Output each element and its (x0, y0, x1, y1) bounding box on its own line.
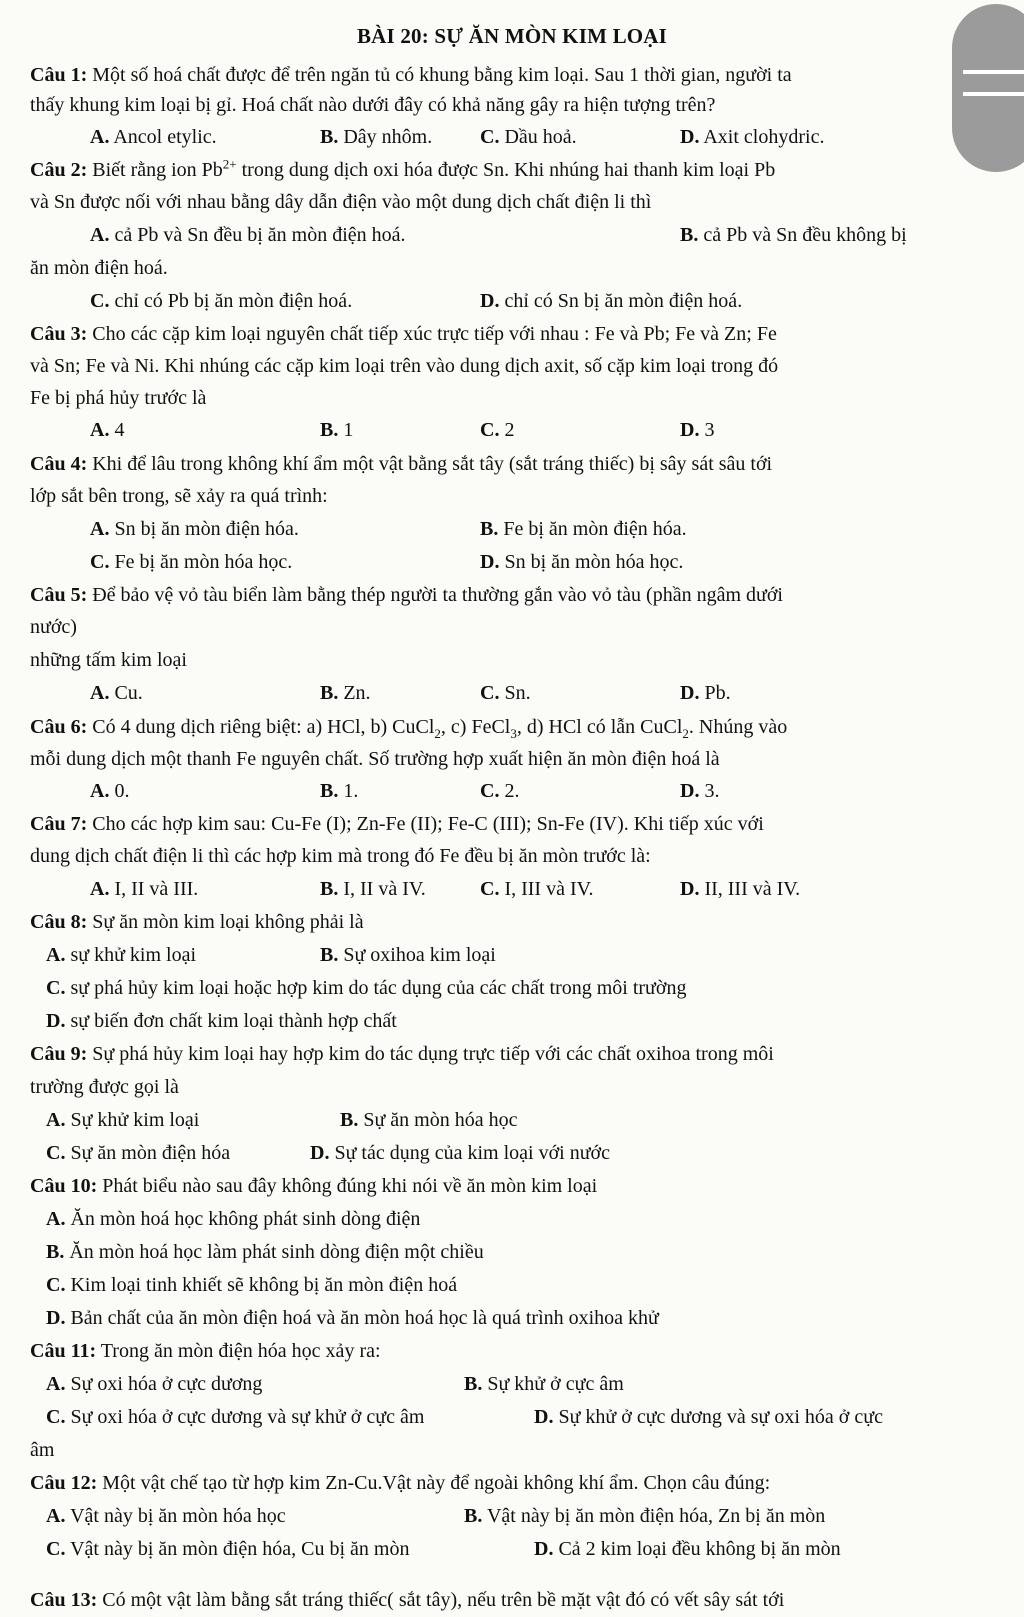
option-a: A. Sn bị ăn mòn điện hóa. (90, 518, 299, 540)
question-4: Câu 4: Khi để lâu trong không khí ẩm một vật bằng sắt tây (sắt tráng thiếc) bị sây sát sâu tới (30, 453, 773, 475)
page-title: BÀI 20: SỰ ĂN MÒN KIM LOẠI (356, 24, 668, 48)
option-d-cont: âm (30, 1439, 55, 1461)
option-b: B. Zn. (320, 682, 371, 704)
option-d: D. 3 (680, 419, 715, 441)
option-a: A. Cu. (90, 682, 143, 704)
option-c: C. 2 (480, 419, 515, 441)
option-a: A. Sự oxi hóa ở cực dương (46, 1373, 263, 1395)
option-d: D. Pb. (680, 682, 731, 704)
option-a: A. cả Pb và Sn đều bị ăn mòn điện hoá. (90, 224, 406, 246)
option-c: C. Vật này bị ăn mòn điện hóa, Cu bị ăn mòn (46, 1538, 410, 1560)
question-5-line: nước) (30, 616, 77, 638)
option-c: C. Kim loại tinh khiết sẽ không bị ăn mòn điện hoá (46, 1274, 458, 1296)
question-9: Câu 9: Sự phá hủy kim loại hay hợp kim do tác dụng trực tiếp với các chất oxihoa trong môi (30, 1043, 774, 1065)
question-6: Câu 6: Có 4 dung dịch riêng biệt: a) HCl, b) CuCl$_2$, c) FeCl$_3$, d) HCl có lẫn CuCl$_2$. Nhúng vào (30, 716, 788, 741)
option-b: B. Vật này bị ăn mòn điện hóa, Zn bị ăn mòn (464, 1505, 826, 1527)
option-d: D. Bản chất của ăn mòn điện hoá và ăn mòn hoá học là quá trình oxihoa khử (46, 1307, 659, 1329)
option-a: A. Ancol etylic. (90, 126, 217, 148)
option-c: C. Dầu hoả. (480, 126, 577, 148)
question-3-line: và Sn; Fe và Ni. Khi nhúng các cặp kim loại trên vào dung dịch axit, số cặp kim loại trong đó (30, 355, 779, 377)
question-5: Câu 5: Để bảo vệ vỏ tàu biển làm bằng thép người ta thường gắn vào vỏ tàu (phần ngâm dưới (30, 584, 783, 606)
question-3-line: Fe bị phá hủy trước là (30, 387, 207, 409)
question-4-line: lớp sắt bên trong, sẽ xảy ra quá trình: (30, 485, 328, 507)
option-b: B. Ăn mòn hoá học làm phát sinh dòng điện một chiều (46, 1241, 484, 1263)
question-2-line: và Sn được nối với nhau bằng dây dẫn điện vào một dung dịch chất điện li thì (30, 191, 652, 213)
question-11: Câu 11: Trong ăn mòn điện hóa học xảy ra: (30, 1340, 381, 1362)
option-c: C. I, III và IV. (480, 878, 594, 900)
option-b: B. 1 (320, 419, 354, 441)
option-d: D. chỉ có Sn bị ăn mòn điện hoá. (480, 290, 743, 312)
option-d: D. Axit clohydric. (680, 126, 825, 148)
option-b: B. Sự oxihoa kim loại (320, 944, 496, 966)
option-c: C. Sn. (480, 682, 531, 704)
option-d: D. Cả 2 kim loại đều không bị ăn mòn (534, 1538, 841, 1560)
option-b: B. Sự ăn mòn hóa học (340, 1109, 518, 1131)
drag-handle[interactable] (952, 4, 1024, 172)
question-8: Câu 8: Sự ăn mòn kim loại không phải là (30, 911, 364, 933)
question-10: Câu 10: Phát biểu nào sau đây không đúng khi nói về ăn mòn kim loại (30, 1175, 598, 1197)
option-b: B. Fe bị ăn mòn điện hóa. (480, 518, 687, 540)
question-6-line: mỗi dung dịch một thanh Fe nguyên chất. Số trường hợp xuất hiện ăn mòn điện hoá là (30, 748, 720, 770)
question-2: Câu 2: Biết rằng ion $Pb^{2+}$ trong dung dịch oxi hóa được Sn. Khi nhúng hai thanh kim loại Pb (30, 156, 776, 181)
option-b: B. Dây nhôm. (320, 126, 433, 148)
question-13: Câu 13: Có một vật làm bằng sắt tráng thiếc( sắt tây), nếu trên bề mặt vật đó có vết sây sát tới (30, 1589, 785, 1611)
question-7-line: dung dịch chất điện li thì các hợp kim mà trong đó Fe đều bị ăn mòn trước là: (30, 845, 651, 867)
option-c: C. chỉ có Pb bị ăn mòn điện hoá. (90, 290, 353, 312)
option-a: A. Vật này bị ăn mòn hóa học (46, 1505, 286, 1527)
option-d: D. II, III và IV. (680, 878, 801, 900)
question-1-line: thấy khung kim loại bị gỉ. Hoá chất nào dưới đây có khả năng gây ra hiện tượng trên? (30, 94, 716, 116)
option-b: B. 1. (320, 780, 359, 802)
option-a: A. sự khử kim loại (46, 944, 197, 966)
question-9-line: trường được gọi là (30, 1076, 179, 1098)
option-b: B. cả Pb và Sn đều không bị (680, 224, 907, 246)
question-12: Câu 12: Một vật chế tạo từ hợp kim Zn-Cu.Vật này để ngoài không khí ẩm. Chọn câu đúng: (30, 1472, 771, 1494)
menu-icon (963, 92, 1024, 96)
option-a: A. 4 (90, 419, 125, 441)
question-1: Câu 1: Một số hoá chất được để trên ngăn tủ có khung bằng kim loại. Sau 1 thời gian, người ta (30, 64, 792, 86)
question-3: Câu 3: Cho các cặp kim loại nguyên chất tiếp xúc trực tiếp với nhau : Fe và Pb; Fe và Zn; Fe (30, 323, 777, 345)
option-b-cont: ăn mòn điện hoá. (30, 257, 168, 279)
option-d: D. sự biến đơn chất kim loại thành hợp chất (46, 1010, 397, 1032)
option-a: A. Sự khử kim loại (46, 1109, 200, 1131)
question-7: Câu 7: Cho các hợp kim sau: Cu-Fe (I); Zn-Fe (II); Fe-C (III); Sn-Fe (IV). Khi tiếp xúc với (30, 813, 764, 835)
option-a: A. I, II và III. (90, 878, 199, 900)
option-c: C. Sự oxi hóa ở cực dương và sự khử ở cực âm (46, 1406, 425, 1428)
option-a: A. Ăn mòn hoá học không phát sinh dòng điện (46, 1208, 421, 1230)
menu-icon (963, 70, 1024, 74)
option-d: D. Sự tác dụng của kim loại với nước (310, 1142, 611, 1164)
option-d: D. Sự khử ở cực dương và sự oxi hóa ở cực (534, 1406, 883, 1428)
option-d: D. Sn bị ăn mòn hóa học. (480, 551, 684, 573)
option-a: A. 0. (90, 780, 130, 802)
option-b: B. I, II và IV. (320, 878, 426, 900)
option-c: C. sự phá hủy kim loại hoặc hợp kim do tác dụng của các chất trong môi trường (46, 977, 687, 999)
option-d: D. 3. (680, 780, 720, 802)
question-5-line: những tấm kim loại (30, 649, 187, 671)
option-c: C. 2. (480, 780, 520, 802)
option-c: C. Sự ăn mòn điện hóa (46, 1142, 231, 1164)
option-c: C. Fe bị ăn mòn hóa học. (90, 551, 293, 573)
option-b: B. Sự khử ở cực âm (464, 1373, 624, 1395)
